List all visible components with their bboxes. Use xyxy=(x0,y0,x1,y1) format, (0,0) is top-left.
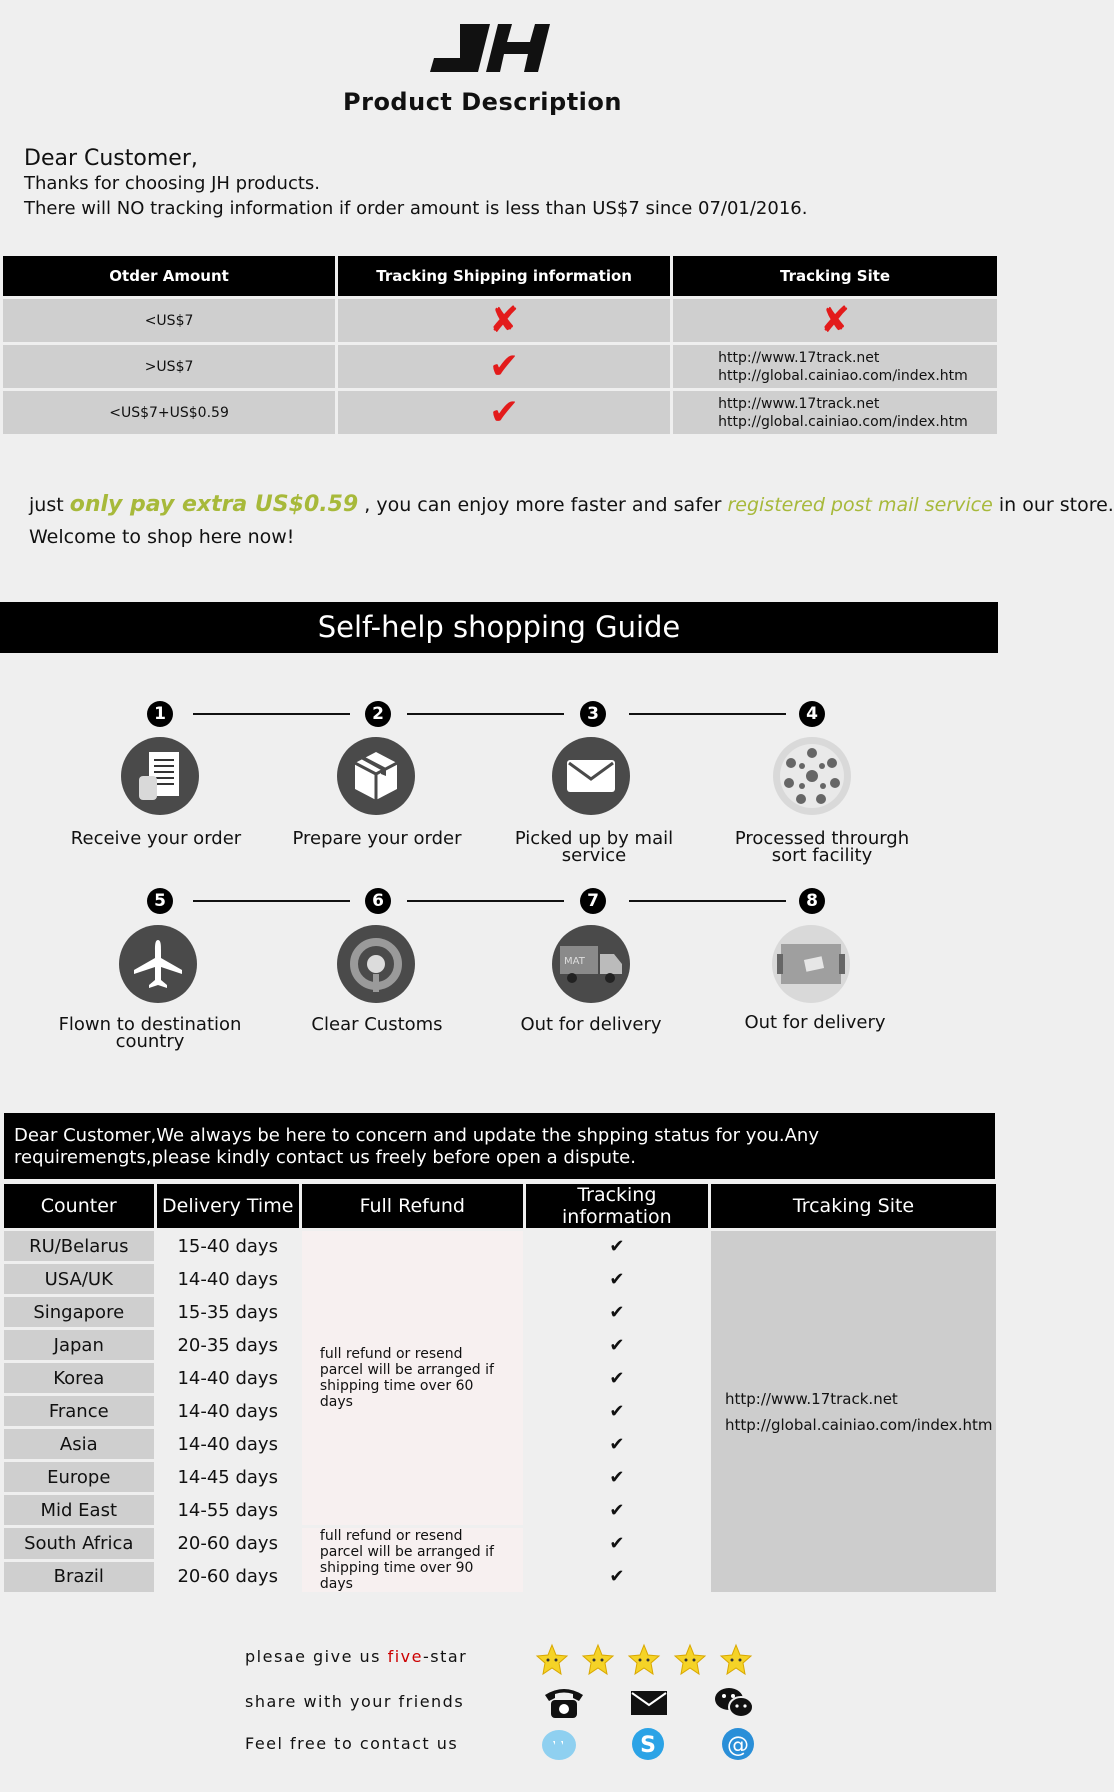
step-number: 7 xyxy=(580,888,606,914)
time-cell: 14-55 days xyxy=(157,1495,299,1525)
country-cell: Japan xyxy=(4,1330,154,1360)
document-icon xyxy=(121,737,199,815)
chat-bubble-icon[interactable] xyxy=(540,1728,578,1764)
star-icon[interactable] xyxy=(719,1643,753,1677)
phone-icon[interactable] xyxy=(537,1685,591,1721)
check-icon: ✔ xyxy=(526,1462,708,1492)
svg-text:@: @ xyxy=(727,1733,749,1758)
step-number: 8 xyxy=(799,888,825,914)
promo-highlight-price: only pay extra US$0.59 xyxy=(69,492,359,517)
parcel-icon xyxy=(772,925,850,1003)
connector-line xyxy=(407,713,564,715)
country-cell: Europe xyxy=(4,1462,154,1492)
five-star-pre: plesae give us xyxy=(245,1647,388,1666)
header-tracking-info: Tracking Shipping information xyxy=(338,256,670,296)
step-label: Receive your order xyxy=(70,828,242,849)
star-icon[interactable] xyxy=(535,1643,569,1677)
step-number: 3 xyxy=(580,701,606,727)
sort-facility-icon xyxy=(773,737,851,815)
header-full-refund: Full Refund xyxy=(302,1184,523,1228)
envelope-icon xyxy=(552,737,630,815)
tracking-table xyxy=(0,253,1000,437)
share-text: share with your friends xyxy=(245,1692,465,1711)
step-label: Prepare your order xyxy=(292,828,462,849)
skype-icon[interactable] xyxy=(630,1726,666,1762)
step-number: 2 xyxy=(365,701,391,727)
step-number: 5 xyxy=(147,888,173,914)
time-cell: 14-40 days xyxy=(157,1363,299,1393)
tracking-notice: There will NO tracking information if order amount is less than US$7 since 07/01/2016. xyxy=(24,198,808,219)
check-icon: ✔ xyxy=(526,1495,708,1525)
header-order-amount: Otder Amount xyxy=(3,256,335,296)
time-cell: 14-40 days xyxy=(157,1429,299,1459)
check-icon: ✔ xyxy=(526,1562,708,1593)
country-cell: Korea xyxy=(4,1363,154,1393)
contact-text: Feel free to contact us xyxy=(245,1734,459,1753)
welcome-text: Welcome to shop here now! xyxy=(29,526,295,548)
site-link-cainiao[interactable]: http://global.cainiao.com/index.htm xyxy=(725,1415,993,1434)
refund-60-cell: full refund or resend parcel will be arranged if shipping time over 60 days xyxy=(302,1231,523,1525)
package-icon xyxy=(337,737,415,815)
star-icon[interactable] xyxy=(627,1643,661,1677)
time-cell: 15-35 days xyxy=(157,1297,299,1327)
five-star-highlight: five xyxy=(387,1647,423,1666)
promo-post: in our store. xyxy=(998,494,1114,516)
country-cell: USA/UK xyxy=(4,1264,154,1294)
five-star-text xyxy=(245,1647,467,1666)
time-cell: 14-45 days xyxy=(157,1462,299,1492)
amount-cell: <US$7 xyxy=(3,299,335,342)
connector-line xyxy=(407,900,564,902)
promo-pre: just xyxy=(29,494,64,516)
check-icon: ✔ xyxy=(526,1330,708,1360)
time-cell: 20-60 days xyxy=(157,1528,299,1559)
site-link-17track[interactable]: http://www.17track.net xyxy=(718,395,880,412)
connector-line xyxy=(193,713,350,715)
amount-cell: >US$7 xyxy=(3,345,335,388)
step-label: Clear Customs xyxy=(311,1014,443,1035)
check-icon: ✔ xyxy=(526,1363,708,1393)
table-row xyxy=(3,345,997,388)
time-cell: 20-35 days xyxy=(157,1330,299,1360)
header-delivery-time: Delivery Time xyxy=(157,1184,299,1228)
cross-icon: ✘ xyxy=(819,299,851,341)
site-link-cainiao[interactable]: http://global.cainiao.com/index.htm xyxy=(718,413,968,430)
cross-icon: ✘ xyxy=(489,299,520,341)
greeting: Dear Customer, xyxy=(24,146,198,171)
check-icon: ✔ xyxy=(526,1396,708,1426)
promo-highlight-service: registered post mail service xyxy=(727,494,993,516)
site-link-17track[interactable]: http://www.17track.net xyxy=(725,1389,898,1408)
site-link-17track[interactable]: http://www.17track.net xyxy=(718,349,880,366)
time-cell: 14-40 days xyxy=(157,1396,299,1426)
star-icon[interactable] xyxy=(673,1643,707,1677)
step-number: 4 xyxy=(799,701,825,727)
check-icon: ✔ xyxy=(526,1264,708,1294)
airplane-icon xyxy=(119,925,197,1003)
promo-mid: , you can enjoy more faster and safer xyxy=(364,494,722,516)
time-cell: 20-60 days xyxy=(157,1562,299,1593)
step-label: Processed throurgh sort facility xyxy=(734,828,910,866)
refund-90-cell: full refund or resend parcel will be arranged if shipping time over 90 days xyxy=(302,1528,523,1592)
contact-notice: Dear Customer,We always be here to concern and update the shpping status for you.Any requiremengts,please kindly contact us freely before open a dispute. xyxy=(4,1113,995,1179)
star-rating[interactable] xyxy=(535,1643,753,1677)
check-icon: ✔ xyxy=(526,1297,708,1327)
country-cell: Brazil xyxy=(4,1562,154,1593)
step-number: 6 xyxy=(365,888,391,914)
check-icon: ✔ xyxy=(526,1528,708,1559)
time-cell: 14-40 days xyxy=(157,1264,299,1294)
country-cell: France xyxy=(4,1396,154,1426)
country-cell: South Africa xyxy=(4,1528,154,1559)
thanks-text: Thanks for choosing JH products. xyxy=(24,173,320,194)
step-number: 1 xyxy=(147,701,173,727)
check-icon: ✔ xyxy=(489,391,520,433)
page-title: Product Description xyxy=(343,88,622,116)
wechat-icon[interactable] xyxy=(714,1686,754,1720)
promo-text xyxy=(29,492,1114,517)
table-row xyxy=(3,299,997,342)
star-icon[interactable] xyxy=(581,1643,615,1677)
connector-line xyxy=(629,713,786,715)
header-tracking-site: Trcaking Site xyxy=(711,1184,996,1228)
tracking-site-cell xyxy=(711,1231,996,1592)
country-cell: Mid East xyxy=(4,1495,154,1525)
step-label: Out for delivery xyxy=(520,1014,662,1035)
check-icon: ✔ xyxy=(526,1429,708,1459)
step-label: Flown to destination country xyxy=(58,1014,242,1052)
svg-text:MAT: MAT xyxy=(564,956,585,967)
connector-line xyxy=(629,900,786,902)
jh-logo xyxy=(420,22,560,74)
truck-icon xyxy=(552,925,630,1003)
amount-cell: <US$7+US$0.59 xyxy=(3,391,335,434)
guide-banner: Self-help shopping Guide xyxy=(0,602,998,653)
table-row xyxy=(3,391,997,434)
table-row xyxy=(4,1231,996,1261)
country-cell: Asia xyxy=(4,1429,154,1459)
header-tracking-info: Tracking information xyxy=(526,1184,708,1228)
header-country: Counter xyxy=(4,1184,154,1228)
svg-text:S: S xyxy=(640,1733,656,1758)
step-label: Picked up by mail service xyxy=(514,828,674,866)
step-label: Out for delivery xyxy=(744,1012,886,1033)
site-link-cainiao[interactable]: http://global.cainiao.com/index.htm xyxy=(718,367,968,384)
five-star-post: -star xyxy=(422,1647,468,1666)
check-icon: ✔ xyxy=(489,345,520,387)
check-icon: ✔ xyxy=(526,1231,708,1261)
country-cell: RU/Belarus xyxy=(4,1231,154,1261)
customs-icon xyxy=(337,925,415,1003)
country-cell: Singapore xyxy=(4,1297,154,1327)
connector-line xyxy=(193,900,350,902)
time-cell: 15-40 days xyxy=(157,1231,299,1261)
mail-icon[interactable] xyxy=(630,1690,668,1716)
header-tracking-site: Tracking Site xyxy=(673,256,997,296)
shipping-table xyxy=(1,1181,999,1595)
email-at-icon[interactable] xyxy=(720,1726,756,1762)
